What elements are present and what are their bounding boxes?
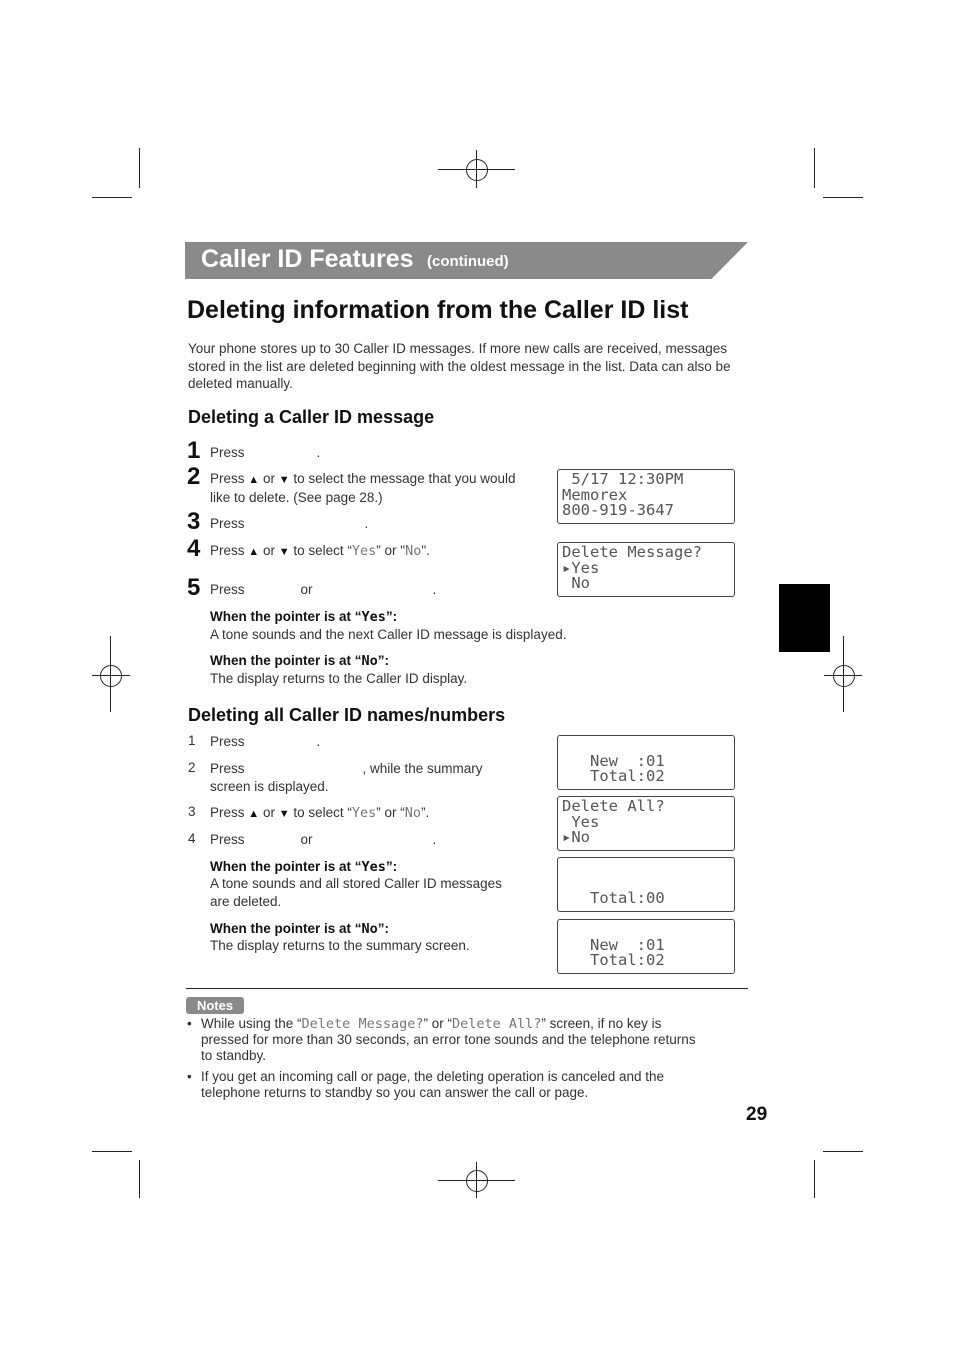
step-text: Press ▲ or ▼ to select “Yes” or “No”.: [210, 805, 430, 821]
pointer-yes-text: A tone sounds and all stored Caller ID messages are deleted.: [210, 876, 502, 909]
step-number: 2: [187, 463, 201, 490]
section-heading-delete-message: Deleting a Caller ID message: [188, 407, 435, 427]
lcd-summary: New :01 Total:02: [557, 735, 735, 790]
registration-circle: [833, 665, 855, 687]
lcd-delete-all: Delete All? Yes ▸No: [557, 796, 735, 851]
crop-mark: [139, 1160, 140, 1198]
step-text: Press .: [210, 516, 369, 531]
crop-mark: [814, 148, 815, 188]
pointer-no-heading: When the pointer is at “No”:: [210, 653, 390, 669]
crop-mark: [814, 1160, 815, 1198]
step-text: Press or .: [210, 832, 437, 847]
page-number: 29: [746, 1104, 768, 1125]
notes-badge: Notes: [186, 997, 244, 1014]
step-number: 1: [188, 733, 196, 748]
pointer-no-text: The display returns to the Caller ID display.: [210, 671, 468, 686]
note-item: • While using the “Delete Message?” or “Delete All?” screen, if no key is pressed for more than 30 seconds, an error tone sounds and the telephone returns to standby.: [187, 1016, 696, 1063]
crop-mark: [139, 148, 140, 188]
lcd-total-zero: Total:00: [557, 857, 735, 912]
registration-circle: [466, 159, 488, 181]
lcd-delete-message: Delete Message? ▸Yes No: [557, 542, 735, 597]
pointer-yes-heading: When the pointer is at “Yes”:: [210, 609, 398, 625]
registration-circle: [466, 1170, 488, 1192]
down-arrow-icon: ▼: [278, 474, 290, 486]
pointer-no-text: The display returns to the summary screen.: [210, 938, 470, 953]
crop-mark: [823, 1151, 863, 1152]
step-number: 2: [188, 760, 196, 775]
pointer-yes-text: A tone sounds and the next Caller ID message is displayed.: [210, 627, 567, 642]
lcd-caller-entry: 5/17 12:30PM Memorex 800-919-3647: [557, 469, 735, 524]
down-arrow-icon: ▼: [278, 808, 290, 820]
down-arrow-icon: ▼: [278, 546, 290, 558]
step-text: Press or .: [210, 582, 437, 597]
step-text: Press , while the summary screen is displayed.: [210, 761, 483, 794]
pointer-no-heading: When the pointer is at “No”:: [210, 921, 390, 937]
note-item: • If you get an incoming call or page, the deleting operation is canceled and the telephone returns to standby so you can answer the call or page.: [187, 1069, 665, 1100]
step-number: 1: [187, 437, 201, 464]
intro-paragraph: Your phone stores up to 30 Caller ID messages. If more new calls are received, messages stored in the list are deleted beginning with the oldest message in the list. Data can also be deleted manually.: [188, 341, 731, 391]
chapter-tab: [779, 584, 830, 652]
crop-mark: [92, 197, 132, 198]
crop-mark: [823, 197, 863, 198]
continued-label: (continued): [427, 253, 509, 270]
section-title: Caller ID Features: [201, 245, 414, 273]
step-number: 4: [187, 535, 201, 562]
page-title: Deleting information from the Caller ID list: [187, 296, 689, 324]
pointer-yes-heading: When the pointer is at “Yes”:: [210, 859, 398, 875]
divider: [186, 988, 748, 989]
step-number: 5: [187, 574, 201, 601]
step-text: Press .: [210, 445, 321, 460]
section-heading-delete-all: Deleting all Caller ID names/numbers: [188, 705, 506, 725]
step-number: 3: [187, 508, 201, 535]
up-arrow-icon: ▲: [248, 474, 260, 486]
up-arrow-icon: ▲: [248, 546, 260, 558]
lcd-summary-return: New :01 Total:02: [557, 919, 735, 974]
step-text: Press ▲ or ▼ to select the message that you would like to delete. (See page 28.): [210, 471, 516, 505]
registration-circle: [100, 665, 122, 687]
step-text: Press ▲ or ▼ to select “Yes” or "No".: [210, 543, 430, 559]
crop-mark: [92, 1151, 132, 1152]
up-arrow-icon: ▲: [248, 808, 260, 820]
step-number: 3: [188, 804, 196, 819]
step-number: 4: [188, 831, 196, 846]
step-text: Press .: [210, 734, 321, 749]
